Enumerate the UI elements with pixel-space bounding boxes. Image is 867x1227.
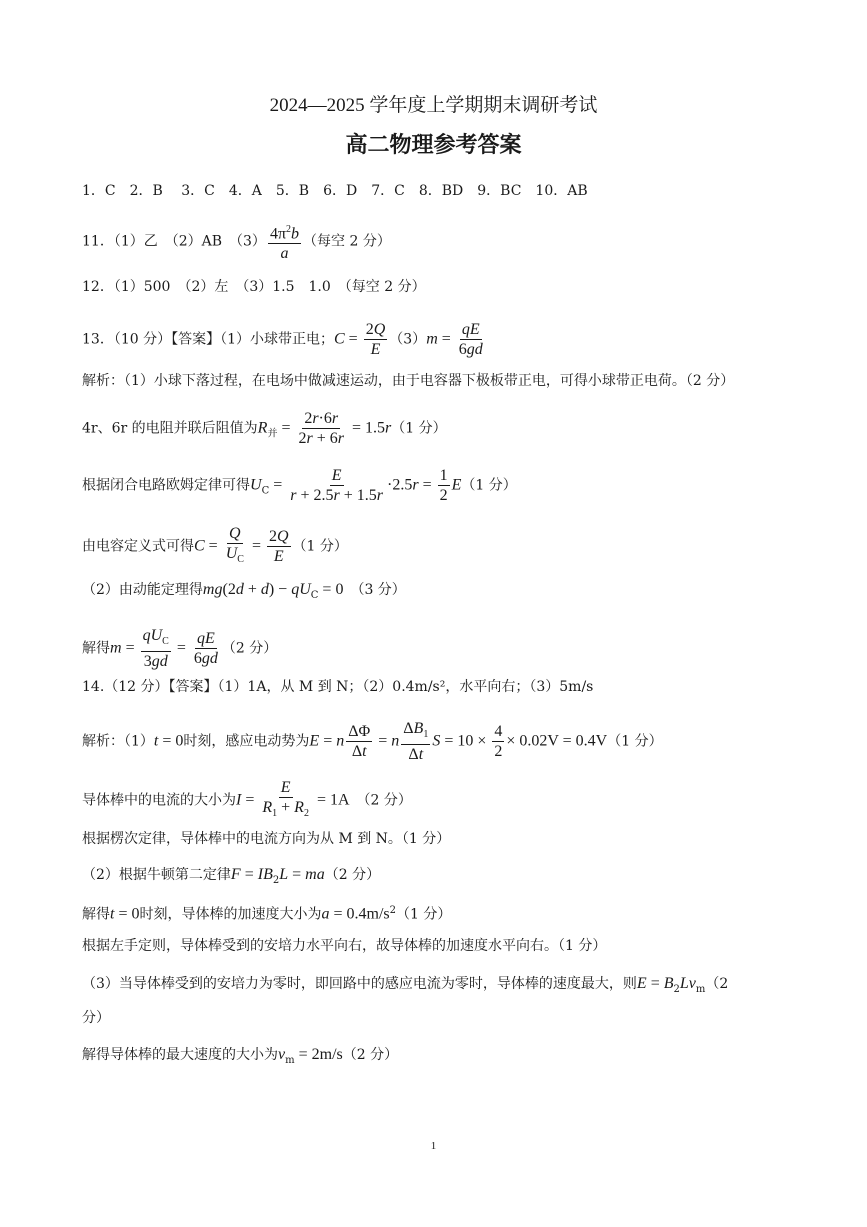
q11-prefix: 11．（1）乙 （2）AB （3） (82, 233, 266, 250)
exam-title: 2024—2025 学年度上学期期末调研考试 (269, 95, 598, 116)
q14-left-hand-rule: 根据左手定则，导体棒受到的安培力水平向右，故导体棒的加速度水平向右。（1 分） (82, 938, 607, 954)
q14-max-velocity: 解得导体棒的最大速度的大小为$v_m = 2m/s(2$ 分） (82, 1046, 399, 1066)
q13-ohm-law: 根据闭合电路欧姆定律可得$U_C$ = $\frac{E}{r + 2.5r + 1.5r}$ ·2.5r = $\frac{1}{2}$ E（1 分） (82, 467, 517, 504)
q14-answer: 14.（12 分）【答案】（1）1A，从 M 到 N；（2）0.4m/s²，水平向右；（3）5m/s (82, 679, 594, 695)
q14-acceleration: 解得t = 0时刻，导体棒的加速度大小为$a = 0.4m/s^2(1$ 分） (82, 905, 452, 923)
q11-suffix: （每空 2 分） (303, 233, 391, 250)
q13-parallel-resistance: 4r、6r 的电阻并联后阻值为$R_并$ = $\frac{2r\cdot 6r}{2r + 6r}$ = 1.5r（1 分） (82, 410, 447, 447)
q13-capacitance-formula: $\frac{2Q}{E}$ (365, 321, 386, 358)
q13-work-energy: （2）由动能定理得$mg(2d + d) - qU_C = 0$ （3 分） (82, 581, 406, 601)
q14-max-velocity-condition: （3）当导体棒受到的安培力为零时，即回路中的感应电流为零时，导体棒的速度最大，则$E = B_2Lv_m(2$ (82, 975, 729, 995)
q14-newton-law: （2）根据牛顿第二定律$F = IB_2L = ma(2$ 分） (82, 866, 381, 886)
q13-answer: 13．（10 分）【答案】（1）小球带正电；C = $\frac{2Q}{E}$ （3）m = $\frac{qE}{6gd}$ (82, 321, 483, 358)
document-subtitle: 高二物理参考答案 (345, 133, 522, 158)
q13-mass-solution: 解得m = $\frac{qU_C}{3gd}$ = $\frac{qE}{6gd}$ （2 分） (82, 627, 278, 671)
page-number: 1 (430, 1140, 437, 1152)
q11-answer (82, 220, 391, 263)
multiple-choice-answers: 1．C 2．B 3．C 4．A 5．B 6．D 7．C 8．BD 9．BC 10．AB (82, 183, 588, 199)
q13-mass-formula: $\frac{qE}{6gd}$ (458, 321, 483, 358)
q12-answer: 12．（1）500 （2）左 （3）1.5 1.0 （每空 2 分） (82, 279, 426, 295)
q14-lenz-law: 根据楞次定律，导体棒中的电流方向为从 M 到 N。（1 分） (82, 831, 451, 847)
q14-score-continued: 分） (82, 1010, 110, 1026)
q13-analysis-1: 解析：（1）小球下落过程，在电场中做减速运动，由于电容器下极板带正电，可得小球带正电荷。（2 分） (82, 373, 735, 389)
q14-current: 导体棒中的电流的大小为I = $\frac{E}{R_1 + R_2}$ = 1A （2 分） (82, 779, 412, 820)
q14-emf: 解析：（1）t = 0时刻，感应电动势为E = n $\frac{\Delta\Phi}{\Delta t}$ = n $\frac{\Delta B_1}{\Delta t}$ S = 10 × $\frac{4}{2}$ × 0.02V = 0.4V（1 分） (82, 720, 663, 764)
q11-formula: $\frac{4\pi^2b}{a}$ (268, 220, 301, 263)
q13-capacitance-definition: 由电容定义式可得C = $\frac{Q}{U_C}$ = $\frac{2Q}{E}$ （1 分） (82, 525, 348, 566)
